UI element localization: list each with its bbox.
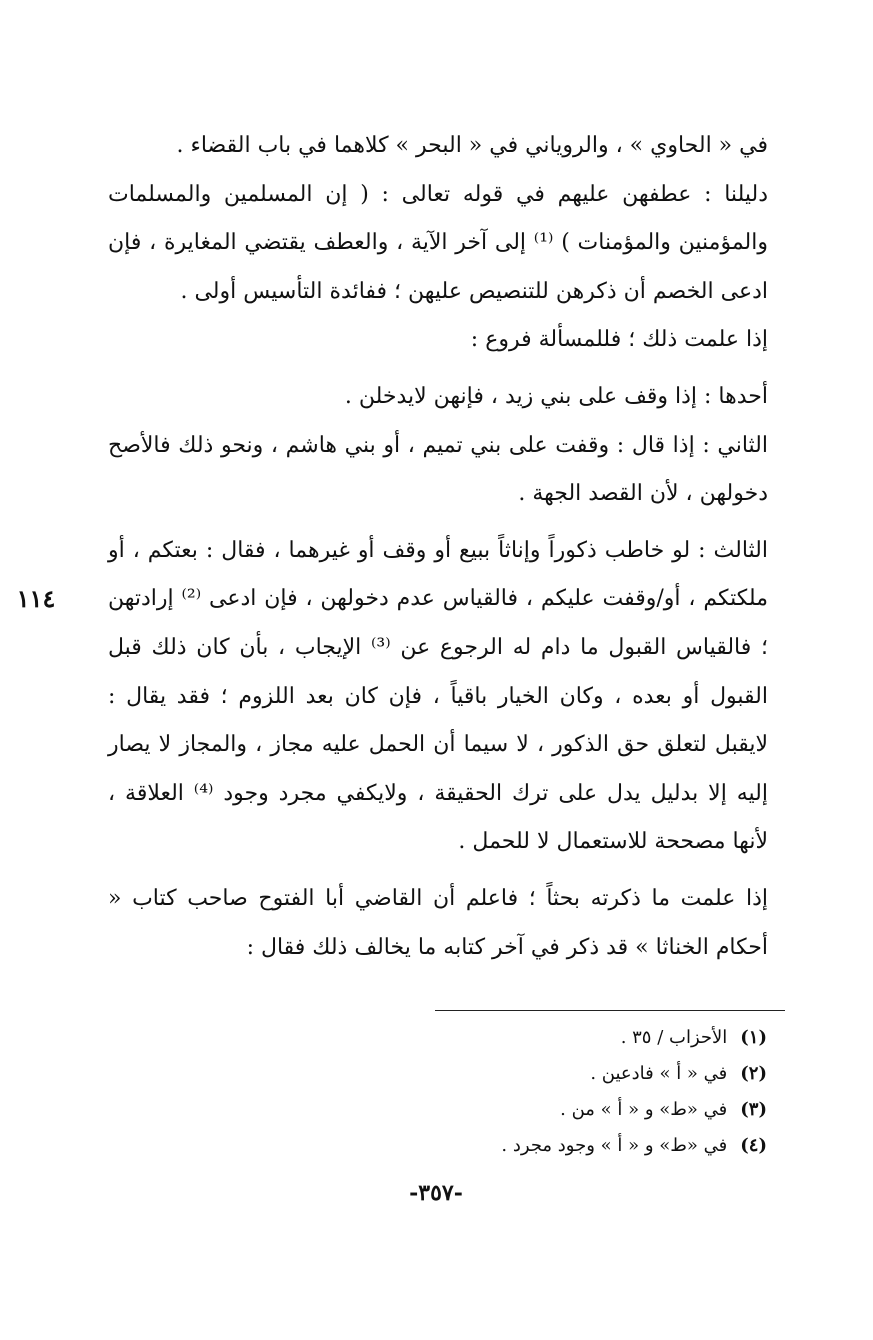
footnote-number: (٢) (740, 1063, 767, 1084)
footnote-2 (435, 1056, 767, 1092)
main-text (108, 122, 768, 972)
paragraph-3: إذا علمت ذلك ؛ فللمسألة فروع : (470, 327, 768, 353)
footnote-3 (435, 1092, 767, 1128)
paragraph-4: أحدها : إذا وقف على بني زيد ، فإنهن لايدخلن . (344, 383, 768, 409)
footnote-4 (435, 1128, 767, 1164)
paragraph-5: الثاني : إذا قال : وقفت على بني تميم ، أو بني هاشم ، ونحو ذلك فالأصح دخولهن ، لأن القصد الجهة . (108, 432, 768, 507)
page-number: -٣٥٧- (409, 1180, 463, 1206)
footnote-text: في «ط» و « أ » من . (560, 1099, 728, 1120)
margin-page-number: ١١٤ (16, 584, 56, 613)
footnotes (435, 1020, 767, 1164)
footnote-number: (٣) (740, 1099, 767, 1120)
footnote-text: الأحزاب / ٣٥ . (620, 1027, 728, 1048)
footnote-number: (٤) (740, 1135, 767, 1156)
paragraph-1: في « الحاوي » ، والروياني في « البحر » كلاهما في باب القضاء . (176, 133, 768, 158)
footnote-1 (435, 1020, 767, 1056)
paragraph-6: الثالث : لو خاطب ذكوراً وإناثاً ببيع أو وقف أو غيرهما ، فقال : بعتكم ، أو ملكتكم ، أو/وقفت عليكم ، فالقياس عدم دخولهن ، فإن ادعى ⁽²⁾ إرادتهن ؛ فالقياس القبول ما دام له الرجوع عن ⁽³⁾ الإيجاب ، بأن كان ذلك قبل القبول أو بعده ، وكان الخيار باقياً ، فإن كان بعد اللزوم ؛ فقد يقال : لايقبل لتعلق حق الذكور ، لا سيما أن الحمل عليه مجاز ، والمجاز لا يصار إليه إلا بدليل يدل على ترك الحقيقة ، ولايكفي مجرد وجود ⁽⁴⁾ العلاقة ، لأنها مصححة للاستعمال لا للحمل . (108, 537, 768, 855)
footnote-text: في «ط» و « أ » وجود مجرد . (501, 1135, 728, 1156)
footnote-text: في « أ » فادعين . (590, 1063, 728, 1084)
paragraph-2: دليلنا : عطفهن عليهم في قوله تعالى : ( إن المسلمين والمسلمات والمؤمنين والمؤمنات ) ⁽¹⁾ إلى آخر الآية ، والعطف يقتضي المغايرة ، فإن ادعى الخصم أن ذكرهن للتنصيص عليهن ؛ ففائدة التأسيس أولى . (108, 181, 768, 304)
paragraph-7: إذا علمت ما ذكرته بحثاً ؛ فاعلم أن القاضي أبا الفتوح صاحب كتاب « أحكام الخناثا » قد ذكر في آخر كتابه ما يخالف ذلك فقال : (108, 885, 768, 960)
footnote-number: (١) (740, 1027, 767, 1048)
footnote-divider (435, 1010, 785, 1011)
